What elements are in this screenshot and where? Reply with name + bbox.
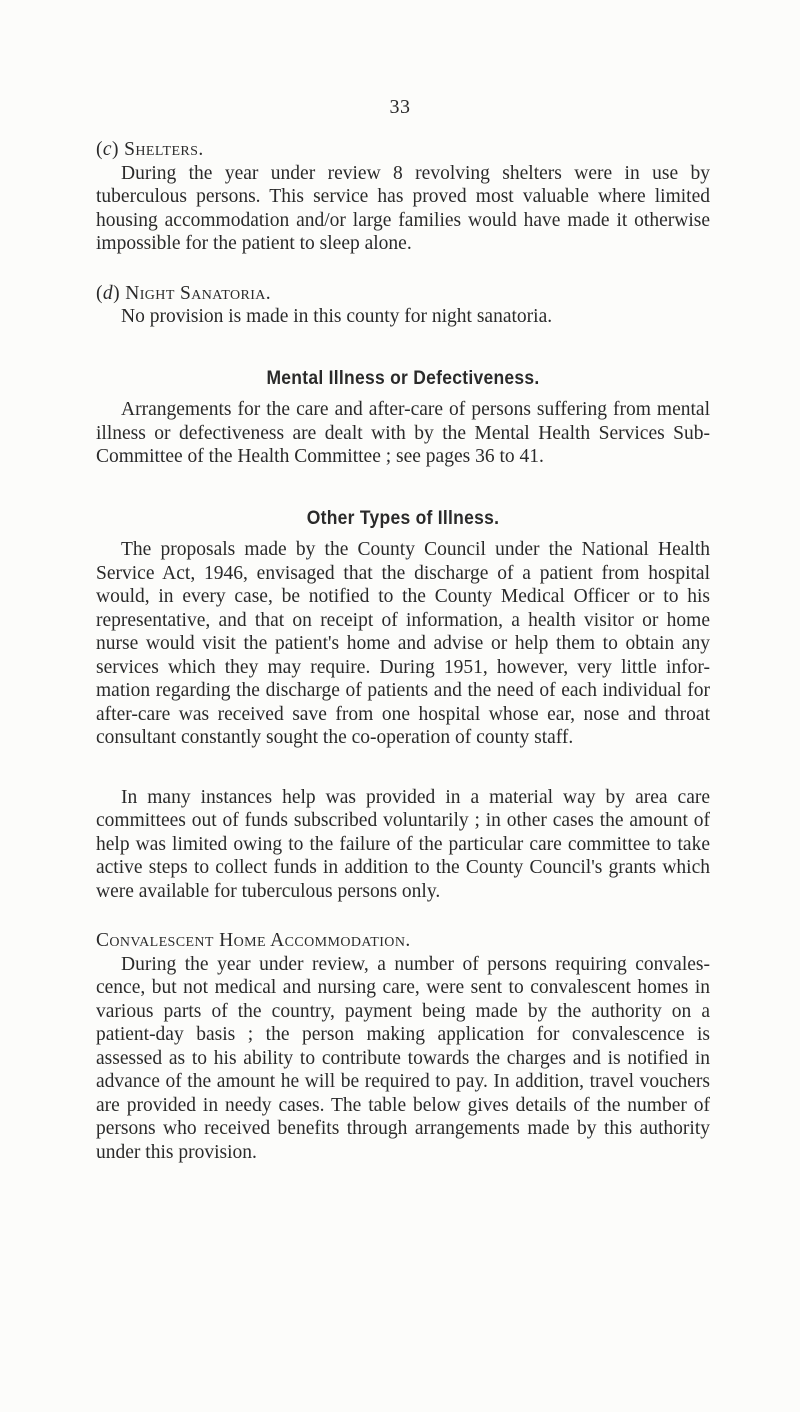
night-sanatoria-marker: (d) [96, 282, 120, 304]
night-sanatoria-paragraph: No provision is made in this county for night sanatoria. [121, 306, 553, 327]
night-sanatoria-heading-text: Night Sanatoria. [125, 282, 272, 304]
night-sanatoria-section [96, 282, 710, 329]
shelters-section [96, 138, 710, 256]
shelters-heading [96, 138, 710, 162]
shelters-heading-text: Shelters. [124, 139, 204, 160]
mental-illness-section [96, 367, 710, 469]
convalescent-heading: Convalescent Home Accommodation. [96, 930, 411, 951]
convalescent-paragraph: During the year under review, a number of persons requiring convales-cence, but not medical and nursing care, were sent to convalescent homes in various parts of the country, payment being made by the authority on a patient-day basis ; the person making application for convalescence is assessed as to his ability to contribute towards the charges and is notified in advance of the amount he will be required to pay. In addition, travel vouchers are provided in needy cases. The table below gives details of the number of persons who received benefits through arrangements made by this authority under this provision. [96, 953, 710, 1163]
page-number: 33 [389, 96, 411, 118]
mental-illness-paragraph: Arrangements for the care and after-care of persons suffering from mental illness or defectiveness are dealt with by the Mental Health Services Sub-Committee of the Health Committee ; see pages 36 to 41. [96, 399, 710, 467]
other-illness-paragraph-2: In many instances help was provided in a material way by area care committees out of funds subscribed voluntarily ; in other cases the amount of help was limited owing to the failure of the particular care committee to take active steps to collect funds in addition to the County Council's grants which were available for tuberculous persons only. [96, 786, 710, 902]
other-illness-paragraph-1: The proposals made by the County Council under the National Health Service Act, 1946, envisaged that the discharge of a patient from hospital would, in every case, be notified to the County Medical Officer or to his representative, and that on receipt of information, a health visitor or home nurse would visit the patient's home and advise or help them to obtain any services which they may require. During 1951, however, very little infor-mation regarding the discharge of patients and the need of each individual for after-care was received save from one hospital whose ear, nose and throat consultant constantly sought the co-operation of county staff. [96, 539, 710, 748]
page-content [96, 138, 710, 1164]
other-illness-heading: Other Types of Illness. [306, 507, 500, 529]
night-sanatoria-heading [96, 282, 710, 306]
mental-illness-heading: Mental Illness or Defectiveness. [266, 367, 540, 389]
shelters-paragraph: During the year under review 8 revolving shelters were in use by tuberculous persons. This service has proved most valuable where limited housing accommodation and/or large families would have made it otherwise impossible for the patient to sleep alone. [96, 162, 710, 254]
convalescent-section [96, 929, 710, 1164]
other-illness-section [96, 507, 710, 904]
shelters-marker: (c) [96, 139, 119, 160]
